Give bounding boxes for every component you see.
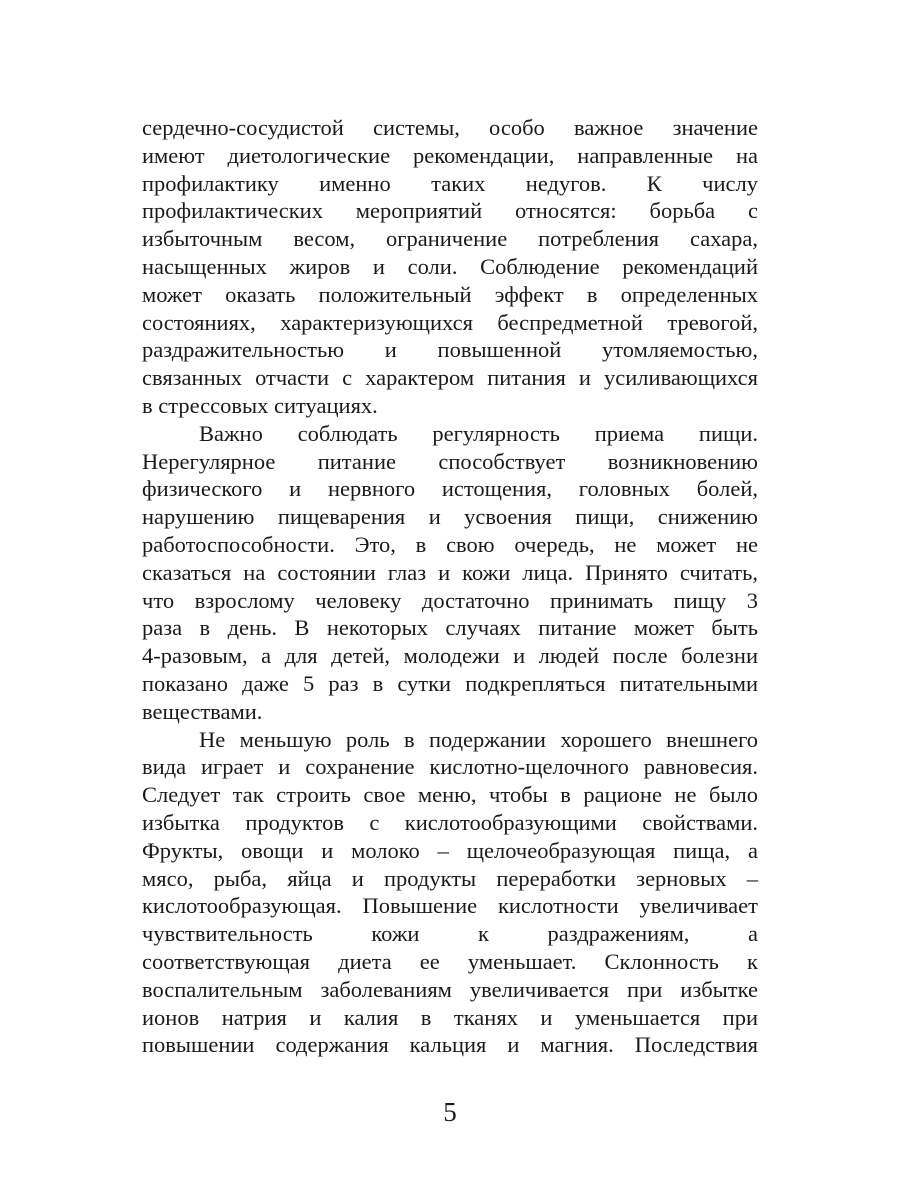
text-line: повышении содержания кальция и магния. Последствия — [142, 1032, 758, 1058]
text-line: ионов натрия и калия в тканях и уменьшается при — [142, 1004, 758, 1030]
text-line: Не меньшую роль в подержании хорошего внешнего — [199, 726, 758, 752]
text-line: в стрессовых ситуациях. — [142, 392, 378, 418]
text-line: раза в день. В некоторых случаях питание может быть — [142, 615, 758, 641]
text-line: может оказать положительный эффект в определенных — [142, 281, 758, 307]
text-line: связанных отчасти с характером питания и усиливающихся — [142, 365, 758, 391]
text-line: веществами. — [142, 698, 263, 724]
paragraph-2 — [142, 420, 758, 726]
text-line: вида играет и сохранение кислотно-щелочного равновесия. — [142, 754, 758, 780]
text-line: физического и нервного истощения, головных болей, — [142, 476, 758, 502]
text-line: избытка продуктов с кислотообразующими свойствами. — [142, 809, 758, 835]
text-line: профилактику именно таких недугов. К числу — [142, 170, 758, 196]
text-line: Фрукты, овощи и молоко – щелочеобразующая пища, а — [142, 837, 758, 863]
text-column — [142, 114, 758, 1059]
text-line: кислотообразующая. Повышение кислотности увеличивает — [142, 893, 758, 919]
text-line: насыщенных жиров и соли. Соблюдение рекомендаций — [142, 253, 758, 279]
text-line: состояниях, характеризующихся беспредметной тревогой, — [142, 309, 758, 335]
text-line: имеют диетологические рекомендации, направленные на — [142, 142, 758, 168]
text-line: сердечно-сосудистой системы, особо важное значение — [142, 115, 758, 140]
text-line: сказаться на состоянии глаз и кожи лица. Принято считать, — [142, 559, 758, 585]
text-line: соответствующая диета ее уменьшает. Склонность к — [142, 948, 758, 974]
text-line: воспалительным заболеваниям увеличивается при избытке — [142, 976, 758, 1002]
text-line: Следует так строить свое меню, чтобы в рационе не было — [142, 782, 758, 808]
text-line: чувствительность кожи к раздражениям, а — [142, 921, 758, 947]
text-line: избыточным весом, ограничение потребления сахара, — [142, 226, 758, 252]
text-line: профилактических мероприятий относятся: борьба с — [142, 198, 758, 224]
text-line: Важно соблюдать регулярность приема пищи. — [199, 420, 758, 446]
page-number: 5 — [443, 1097, 457, 1127]
text-line: показано даже 5 раз в сутки подкрепляться питательными — [142, 670, 758, 696]
text-line: 4-разовым, а для детей, молодежи и людей после болезни — [142, 643, 758, 669]
text-line: мясо, рыба, яйца и продукты переработки зерновых – — [142, 865, 758, 891]
text-line: работоспособности. Это, в свою очередь, не может не — [142, 531, 758, 557]
paragraph-1 — [142, 114, 758, 420]
text-line: нарушению пищеварения и усвоения пищи, снижению — [142, 504, 758, 530]
text-line: Нерегулярное питание способствует возникновению — [142, 448, 758, 474]
text-line: что взрослому человеку достаточно принимать пищу 3 — [142, 587, 758, 613]
text-line: раздражительностью и повышенной утомляемостью, — [142, 337, 758, 363]
paragraph-3 — [142, 726, 758, 1060]
